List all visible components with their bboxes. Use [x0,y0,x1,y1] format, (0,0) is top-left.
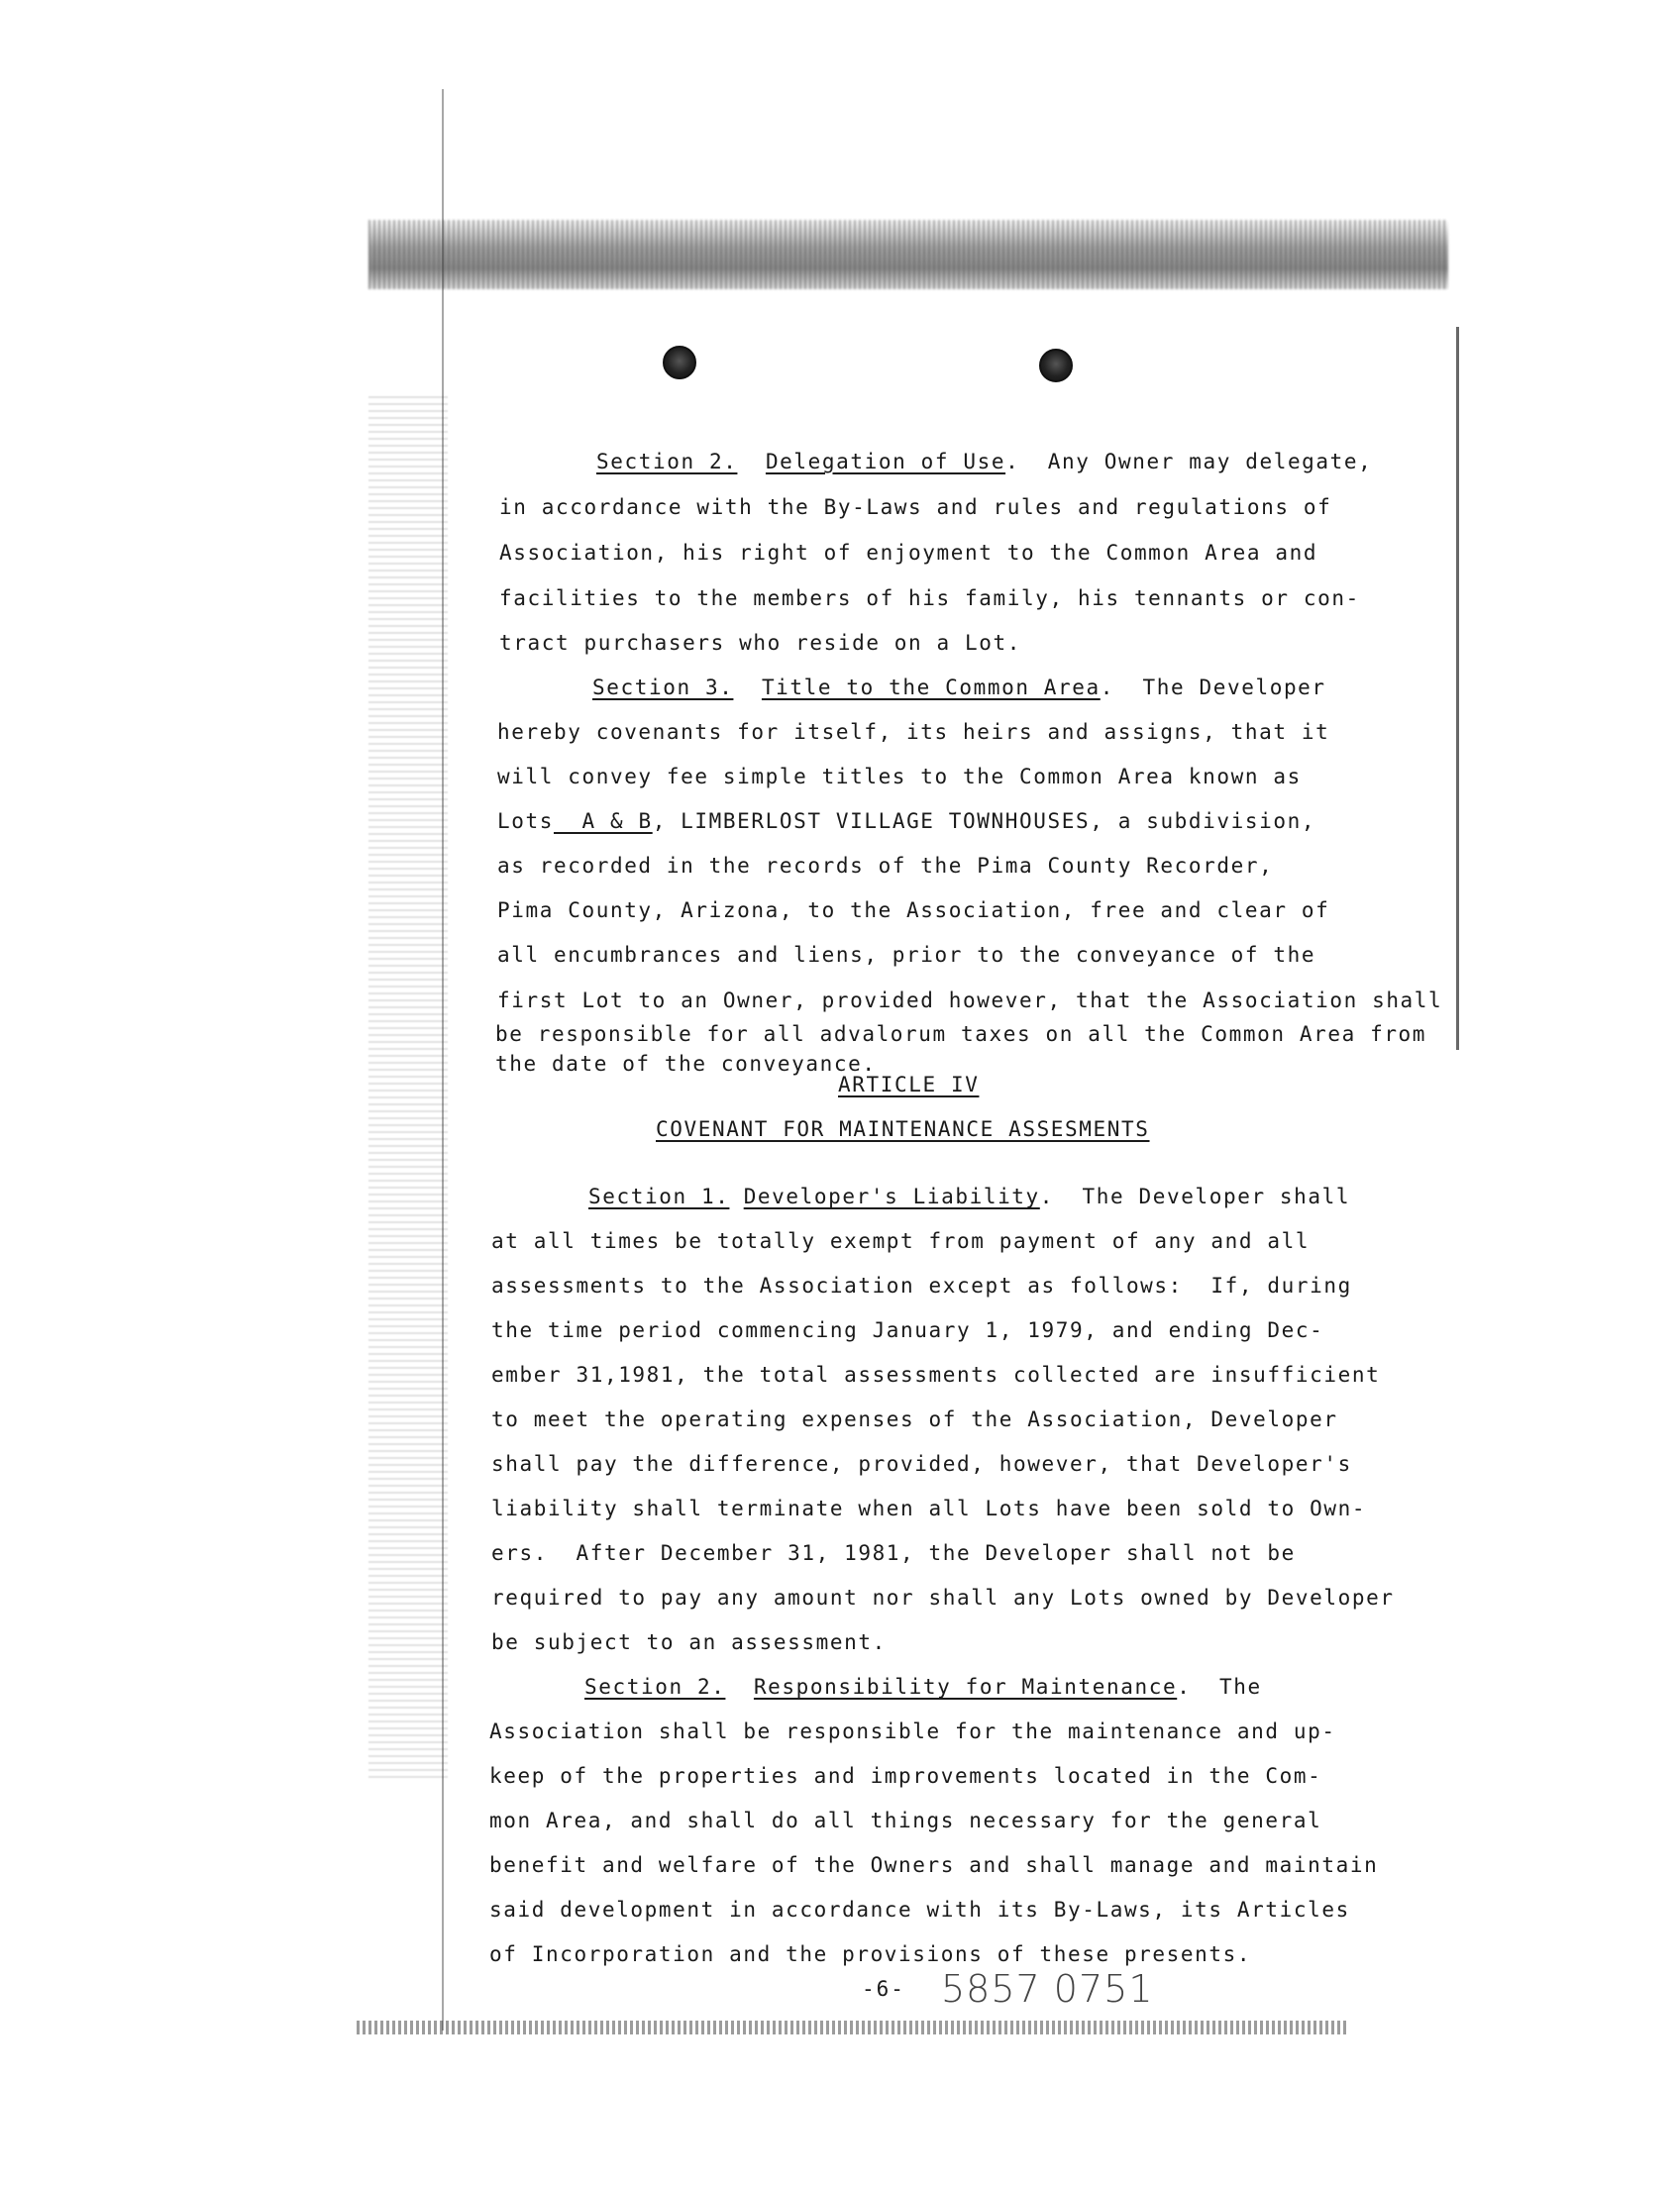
section-heading: Section 2. [596,450,738,473]
text-line: first Lot to an Owner, provided however, that the Association shall [497,989,1443,1012]
lots-designation: A & B [553,809,653,833]
section-title: Developer's Liability [743,1185,1040,1208]
recording-stamp: 5857 0751 [941,1967,1154,2011]
section-2-first-line: Section 2. Delegation of Use. Any Owner may delegate, [596,450,1373,473]
article-section-2-first-line: Section 2. Responsibility for Maintenance. The [584,1675,1262,1699]
text-line: tract purchasers who reside on a Lot. [499,631,1021,655]
section-heading: Section 2. [584,1675,726,1699]
scan-left-rule [442,89,444,2031]
page-number: -6- [862,1977,905,2001]
text-line: will convey fee simple titles to the Common Area known as [497,765,1302,788]
text-line: ember 31,1981, the total assessments collected are insufficient [491,1363,1381,1387]
text-line: to meet the operating expenses of the Association, Developer [491,1407,1338,1431]
section-heading: Section 3. [592,676,734,699]
text-line: be subject to an assessment. [491,1630,887,1654]
text-line: said development in accordance with its By-Laws, its Articles [489,1898,1350,1922]
text-line: Lots A & B, LIMBERLOST VILLAGE TOWNHOUSES, a subdivision, [497,809,1316,833]
text-line: keep of the properties and improvements located in the Com- [489,1764,1322,1788]
scan-noise-bottom-band [357,2021,1347,2034]
text-line: the time period commencing January 1, 1979, and ending Dec- [491,1318,1324,1342]
text-line: shall pay the difference, provided, however, that Developer's [491,1452,1352,1476]
article-number: ARTICLE IV [838,1073,980,1096]
section-heading: Section 1. [588,1185,730,1208]
text-line: at all times be totally exempt from payment of any and all [491,1229,1311,1253]
text-line: be responsible for all advalorum taxes on all the Common Area from [495,1022,1427,1046]
section-title: Responsibility for Maintenance [753,1675,1178,1699]
text-line: assessments to the Association except as follows: If, during [491,1274,1352,1298]
text-line: hereby covenants for itself, its heirs and assigns, that it [497,720,1330,744]
text-line: Association shall be responsible for the maintenance and up- [489,1719,1336,1743]
section-3-first-line: Section 3. Title to the Common Area. The Developer [592,676,1326,699]
text-line: Association, his right of enjoyment to the Common Area and [499,541,1318,565]
text-line: of Incorporation and the provisions of these presents. [489,1942,1252,1966]
scan-noise-top-band [368,220,1448,289]
text-line: liability shall terminate when all Lots have been sold to Own- [491,1497,1367,1520]
scan-noise-left-margin [368,396,448,1783]
text-line: mon Area, and shall do all things necessary for the general [489,1809,1322,1832]
text-line: as recorded in the records of the Pima County Recorder, [497,854,1274,878]
text-line: facilities to the members of his family, his tennants or con- [499,586,1360,610]
scan-right-rule [1456,327,1459,1050]
punch-hole-right [1039,349,1073,382]
text-line: benefit and welfare of the Owners and shall manage and maintain [489,1853,1379,1877]
punch-hole-left [663,346,696,379]
text-line: ers. After December 31, 1981, the Developer shall not be [491,1541,1296,1565]
article-title: COVENANT FOR MAINTENANCE ASSESMENTS [656,1117,1150,1141]
text-line: all encumbrances and liens, prior to the conveyance of the [497,943,1316,967]
article-section-1-first-line: Section 1. Developer's Liability. The Developer shall [588,1185,1351,1208]
section-title: Delegation of Use [765,450,1006,473]
text-line: Pima County, Arizona, to the Association, free and clear of [497,898,1330,922]
text-line: the date of the conveyance. [495,1052,877,1076]
text-line: required to pay any amount nor shall any Lots owned by Developer [491,1586,1395,1610]
text-line: in accordance with the By-Laws and rules and regulations of [499,495,1332,519]
section-title: Title to the Common Area [761,676,1101,699]
